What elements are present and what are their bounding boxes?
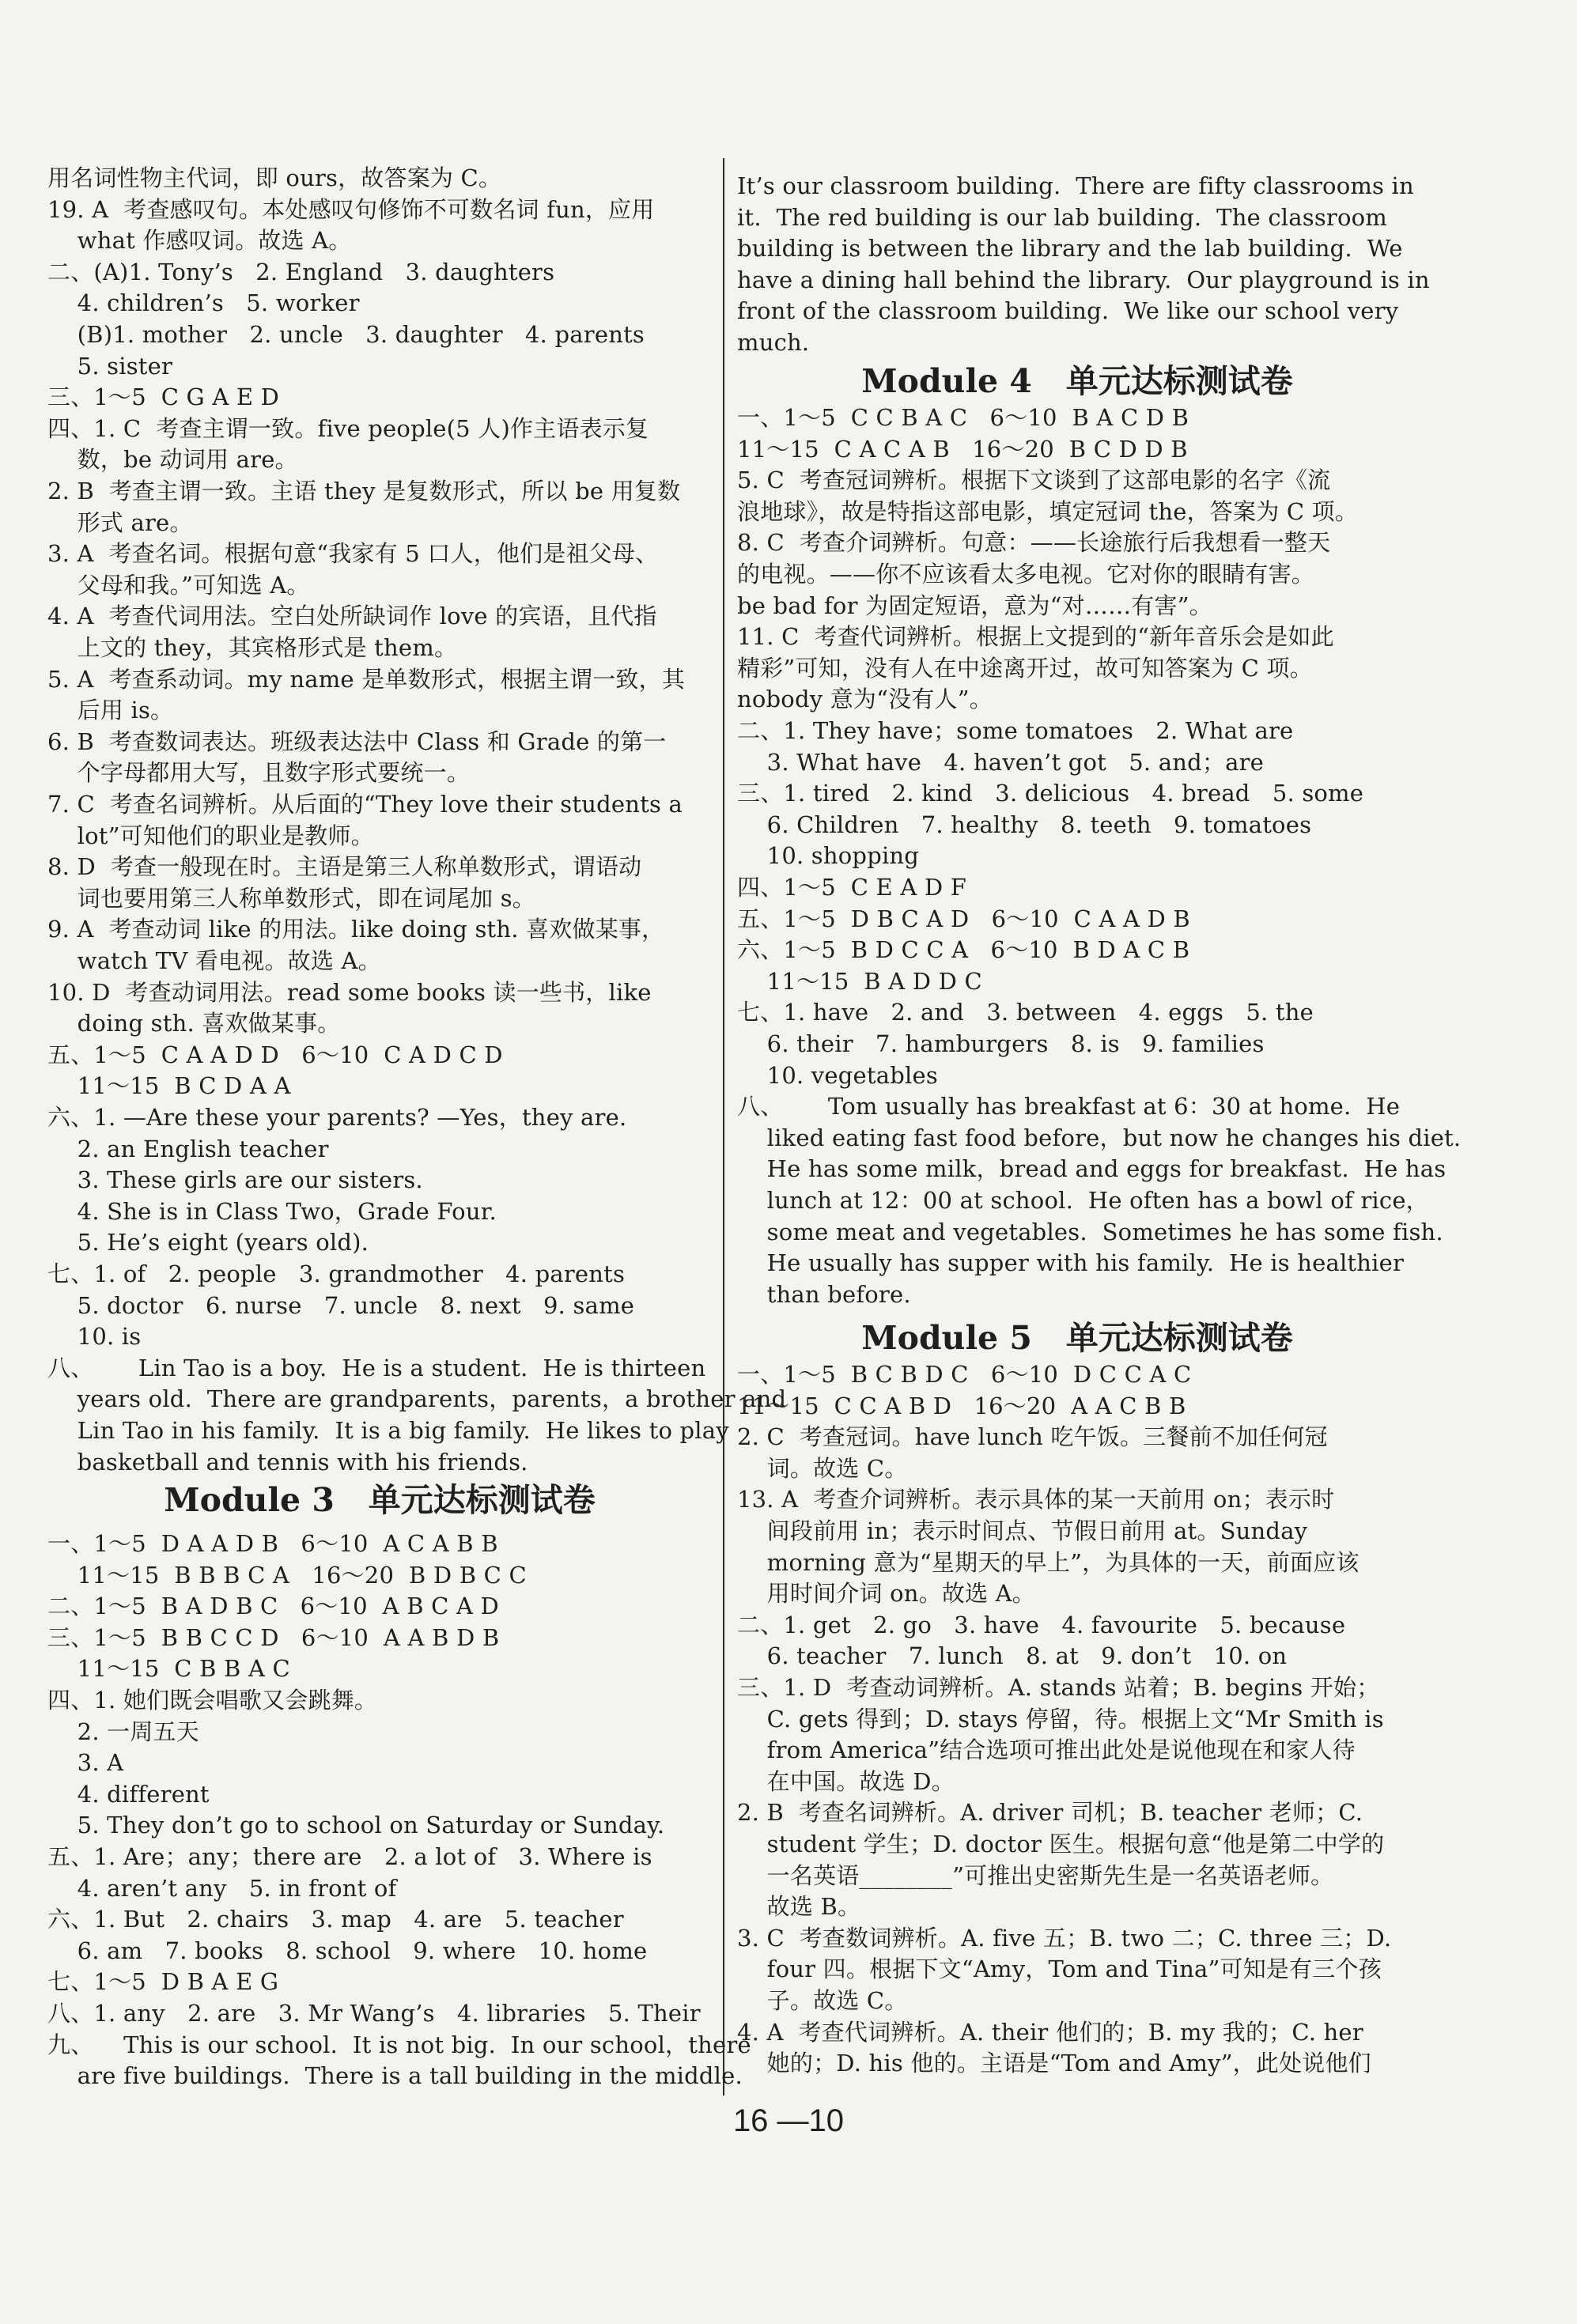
answer-line: it. The red building is our lab building. The classroom [737, 203, 1387, 231]
answer-line: 4. A 考查代词辨析。A. their 他们的；B. my 我的；C. her [737, 2018, 1363, 2046]
answer-line: 3. A 考查名词。根据句意“我家有 5 口人，他们是祖父母、 [47, 540, 659, 568]
module-3-heading: Module 3 单元达标测试卷 [164, 1481, 596, 1519]
answer-line: 故选 B。 [737, 1893, 861, 1921]
answer-line: 6. Children 7. healthy 8. teeth 9. tomatoes [737, 811, 1312, 838]
answer-line: 四、1. C 考查主谓一致。five people(5 人)作主语表示复 [47, 414, 649, 442]
answer-line: 11～15 C B B A C [47, 1655, 290, 1683]
answer-line: 6. teacher 7. lunch 8. at 9. don’t 10. on [737, 1642, 1288, 1670]
answer-line: watch TV 看电视。故选 A。 [47, 947, 381, 974]
answer-line: 个字母都用大写，且数字形式要统一。 [47, 759, 471, 787]
answer-line: 后用 is。 [47, 697, 174, 724]
answer-line: 二、(A)1. Tony’s 2. England 3. daughters [47, 258, 555, 285]
answer-line: 八、 Tom usually has breakfast at 6：30 at home. He [737, 1093, 1401, 1120]
answer-line: 5. He’s eight (years old). [47, 1229, 369, 1256]
answer-line: 一名英语________”可推出史密斯先生是一名英语老师。 [737, 1861, 1334, 1889]
answer-line: 2. an English teacher [47, 1135, 329, 1162]
answer-line: four 四。根据下文“Amy，Tom and Tina”可知是有三个孩 [737, 1956, 1382, 1983]
answer-line: 7. C 考查名词辨析。从后面的“They love their students a [47, 791, 683, 818]
answer-line: be bad for 为固定短语，意为“对……有害”。 [737, 591, 1212, 619]
answer-line: 2. B 考查名词辨析。A. driver 司机；B. teacher 老师；C. [737, 1799, 1363, 1827]
answer-line: 5. sister [47, 352, 173, 380]
answer-line: 七、1. have 2. and 3. between 4. eggs 5. the [737, 999, 1314, 1026]
answer-line: 4. A 考查代词用法。空白处所缺词作 love 的宾语，且代指 [47, 603, 657, 630]
answer-line: 11～15 B B B C A 16～20 B D B C C [47, 1561, 527, 1589]
answer-line: 13. A 考查介词辨析。表示具体的某一天前用 on；表示时 [737, 1486, 1335, 1513]
answer-line: student 学生；D. doctor 医生。根据句意“他是第二中学的 [737, 1831, 1385, 1857]
answer-line: 四、1～5 C E A D F [737, 874, 967, 901]
page-number: 16 —10 [732, 2103, 845, 2138]
answer-line: 4. different [47, 1780, 210, 1808]
answer-line: lunch at 12：00 at school. He often has a bowl of rice， [737, 1187, 1429, 1214]
answer-line: doing sth. 喜欢做某事。 [47, 1010, 341, 1037]
answer-line: 3. What have 4. haven’t got 5. and；are [737, 748, 1265, 776]
answer-line: 11～15 B A D D C [737, 967, 982, 995]
answer-line: 2. C 考查冠词。have lunch 吃午饭。三餐前不加任何冠 [737, 1423, 1328, 1451]
answer-line: 间段前用 in；表示时间点、节假日前用 at。Sunday [737, 1517, 1308, 1544]
answer-line: 9. A 考查动词 like 的用法。like doing sth. 喜欢做某事， [47, 916, 665, 943]
answer-line: 用名词性物主代词，即 ours，故答案为 C。 [47, 164, 502, 191]
answer-line: (B)1. mother 2. uncle 3. daughter 4. parents [47, 321, 645, 348]
answer-line: 5. A 考查系动词。my name 是单数形式，根据主谓一致，其 [47, 665, 686, 693]
answer-line: 六、1. But 2. chairs 3. map 4. are 5. teacher [47, 1906, 624, 1933]
answer-line: 上文的 they，其宾格形式是 them。 [47, 634, 458, 661]
answer-line: liked eating fast food before，but now he changes his diet. [737, 1124, 1462, 1151]
answer-line: 七、1～5 D B A E G [47, 1968, 279, 1996]
answer-line: 二、1～5 B A D B C 6～10 A B C A D [47, 1593, 499, 1620]
answer-line: 三、1～5 C G A E D [47, 384, 280, 411]
answer-line: 一、1～5 C C B A C 6～10 B A C D B [737, 404, 1189, 431]
answer-line: 八、1. any 2. are 3. Mr Wang’s 4. libraries 5. Their [47, 2000, 701, 2027]
answer-line: 五、1～5 D B C A D 6～10 C A A D B [737, 905, 1190, 932]
answer-line: 用时间介词 on。故选 A。 [737, 1580, 1035, 1608]
answer-line: 浪地球》，故是特指这部电影，填定冠词 the，答案为 C 项。 [737, 497, 1359, 525]
answer-line: 六、1. —Are these your parents? —Yes，they are. [47, 1104, 627, 1131]
answer-line: 10. vegetables [737, 1061, 938, 1089]
answer-line: 3. A [47, 1749, 124, 1777]
answer-line: have a dining hall behind the library. Our playground is in [737, 266, 1430, 293]
answer-line: from America”结合选项可推出此处是说他现在和家人待 [737, 1736, 1356, 1764]
answer-line: 三、1. D 考查动词辨析。A. stands 站着；B. begins 开始； [737, 1674, 1380, 1701]
answer-line: C. gets 得到；D. stays 停留，待。根据上文“Mr Smith is [737, 1705, 1384, 1733]
answer-line: 五、1～5 C A A D D 6～10 C A D C D [47, 1041, 503, 1068]
answer-line: 4. children’s 5. worker [47, 289, 360, 317]
answer-line: 一、1～5 B C B D C 6～10 D C C A C [737, 1361, 1192, 1388]
answer-line: 5. doctor 6. nurse 7. uncle 8. next 9. same [47, 1291, 635, 1319]
answer-line: 4. She is in Class Two，Grade Four. [47, 1197, 497, 1225]
answer-line: 5. They don’t go to school on Saturday or Sunday. [47, 1812, 665, 1839]
answer-line: 3. C 考查数词辨析。A. five 五；B. two 二；C. three 三；D. [737, 1924, 1392, 1952]
module-4-heading: Module 4 单元达标测试卷 [861, 362, 1293, 400]
answer-line: 11～15 B C D A A [47, 1072, 291, 1100]
answer-line: lot”可知他们的职业是教师。 [47, 822, 374, 849]
answer-line: 2. B 考查主谓一致。主语 they 是复数形式，所以 be 用复数 [47, 478, 681, 504]
answer-line: 形式 are。 [47, 508, 193, 536]
answer-line: 三、1. tired 2. kind 3. delicious 4. bread 5. some [737, 780, 1364, 807]
answer-line: 八、 Lin Tao is a boy. He is a student. He is thirteen [47, 1354, 706, 1381]
answer-line: 8. C 考查介词辨析。句意：——长途旅行后我想看一整天 [737, 529, 1331, 557]
answer-line: 2. 一周五天 [47, 1717, 199, 1745]
answer-line: 词也要用第三人称单数形式，即在词尾加 s。 [47, 884, 535, 912]
answer-line: 精彩”可知，没有人在中途离开过，故可知答案为 C 项。 [737, 654, 1313, 682]
answer-line: 10. D 考查动词用法。read some books 读一些书，like [47, 978, 652, 1006]
answer-line: 4. aren’t any 5. in front of [47, 1874, 397, 1902]
answer-line: what 作感叹词。故选 A。 [47, 227, 352, 255]
answer-line: basketball and tennis with his friends. [47, 1448, 528, 1476]
answer-line: 七、1. of 2. people 3. grandmother 4. parents [47, 1260, 626, 1287]
answer-line: 的电视。——你不应该看太多电视。它对你的眼睛有害。 [737, 561, 1315, 588]
answer-line: 子。故选 C。 [737, 1987, 908, 2014]
answer-line: 在中国。故选 D。 [737, 1767, 955, 1795]
answer-line: 10. shopping [737, 842, 920, 870]
answer-line: 19. A 考查感叹句。本处感叹句修饰不可数名词 fun，应用 [47, 195, 655, 223]
answer-line: 6. am 7. books 8. school 9. where 10. home [47, 1937, 648, 1964]
answer-line: 三、1～5 B B C C D 6～10 A A B D B [47, 1623, 500, 1651]
answer-line: 10. is [47, 1323, 142, 1351]
column-divider [723, 158, 724, 2095]
answer-line: 3. These girls are our sisters. [47, 1166, 423, 1194]
answer-line: 6. B 考查数词表达。班级表达法中 Class 和 Grade 的第一 [47, 727, 667, 755]
answer-line: 九、 This is our school. It is not big. In our school，there [47, 2031, 751, 2058]
answer-line: 数，be 动词用 are。 [47, 446, 298, 474]
answer-line: are five buildings. There is a tall building in the middle. [47, 2062, 743, 2090]
answer-line: 8. D 考查一般现在时。主语是第三人称单数形式，谓语动 [47, 853, 642, 881]
answer-line: 她的；D. his 他的。主语是“Tom and Amy”，此处说他们 [737, 2050, 1371, 2077]
answer-line: than before. [737, 1280, 911, 1308]
answer-line: 11. C 考查代词辨析。根据上文提到的“新年音乐会是如此 [737, 623, 1334, 651]
answer-line: 二、1. get 2. go 3. have 4. favourite 5. because [737, 1611, 1346, 1638]
answer-line: 5. C 考查冠词辨析。根据下文谈到了这部电影的名字《流 [737, 467, 1331, 494]
answer-line: It’s our classroom building. There are fifty classrooms in [737, 172, 1414, 199]
answer-line: morning 意为“星期天的早上”，为具体的一天，前面应该 [737, 1548, 1360, 1576]
answer-line: front of the classroom building. We like our school very [737, 297, 1399, 325]
answer-line: 六、1～5 B D C C A 6～10 B D A C B [737, 936, 1190, 964]
answer-line: nobody 意为“没有人”。 [737, 686, 993, 713]
answer-line: He usually has supper with his family. He is healthier [737, 1249, 1405, 1277]
answer-line: some meat and vegetables. Sometimes he has some fish. [737, 1218, 1443, 1245]
answer-line: building is between the library and the lab building. We [737, 235, 1403, 263]
answer-line: years old. There are grandparents，parents，a brother and [47, 1385, 787, 1413]
answer-line: 11～15 C C A B D 16～20 A A C B B [737, 1392, 1186, 1419]
answer-line: 二、1. They have；some tomatoes 2. What are [737, 717, 1294, 744]
answer-line: 五、1. Are；any；there are 2. a lot of 3. Where is [47, 1843, 652, 1870]
answer-line: 11～15 C A C A B 16～20 B C D D B [737, 435, 1188, 463]
answer-line: 一、1～5 D A A D B 6～10 A C A B B [47, 1530, 498, 1557]
answer-line: much. [737, 329, 810, 356]
answer-line: 词。故选 C。 [737, 1454, 908, 1482]
answer-line: 四、1. 她们既会唱歌又会跳舞。 [47, 1687, 378, 1714]
answer-line: Lin Tao in his family. It is a big family. He likes to play [47, 1417, 729, 1444]
answer-line: He has some milk，bread and eggs for breakfast. He has [737, 1155, 1447, 1183]
module-5-heading: Module 5 单元达标测试卷 [861, 1319, 1293, 1357]
answer-line: 父母和我。”可知选 A。 [47, 571, 310, 599]
answer-line: 6. their 7. hamburgers 8. is 9. families [737, 1030, 1265, 1057]
